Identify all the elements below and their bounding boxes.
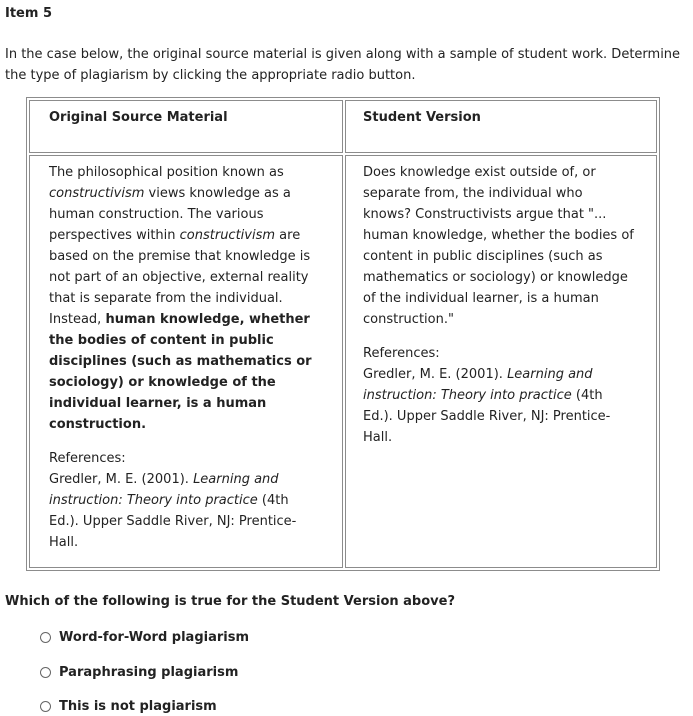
header-cell-student	[345, 100, 657, 153]
bold-text: disciplines (such as mathematics or	[49, 354, 312, 369]
text-line: of the individual learner, is a human	[363, 291, 599, 306]
student-version-text	[363, 162, 643, 330]
text-line: instruction: Theory into practice (4th	[363, 388, 603, 403]
text-line: knows? Constructivists argue that "...	[363, 207, 607, 222]
bold-text: construction.	[49, 417, 147, 432]
text-line: Hall.	[363, 430, 393, 445]
text-line: human knowledge, whether the bodies of	[363, 228, 634, 243]
text-line	[49, 393, 329, 414]
italic-text: constructivism	[179, 228, 276, 243]
text-line: instruction: Theory into practice (4th	[49, 493, 289, 508]
text-line: Does knowledge exist outside of, or	[363, 165, 596, 180]
student-version-cell	[345, 155, 657, 568]
italic-text: Learning and	[507, 367, 593, 382]
text-line: content in public disciplines (such as	[363, 249, 603, 264]
text-line: separate from, the individual who	[363, 186, 583, 201]
bold-text: the bodies of content in public	[49, 333, 274, 348]
student-references	[363, 343, 643, 448]
header-original-label: Original Source Material	[49, 110, 228, 125]
text-line: Ed.). Upper Saddle River, NJ: Prentice-	[49, 514, 297, 529]
bold-text: individual learner, is a human	[49, 396, 267, 411]
italic-text: instruction: Theory into practice	[363, 388, 572, 403]
text-line: Instead, human knowledge, whether	[49, 312, 310, 327]
student-reference-citation	[363, 364, 643, 448]
italic-text: constructivism	[49, 186, 145, 201]
text-line: construction."	[363, 312, 454, 327]
text-line	[49, 372, 329, 393]
radio-word-for-word[interactable]	[40, 632, 51, 643]
text-line	[49, 414, 329, 435]
text-line: based on the premise that knowledge is	[49, 249, 311, 264]
references-label: References:	[49, 451, 126, 466]
option-paraphrasing[interactable]	[40, 662, 238, 682]
question-text: Which of the following is true for the Student Version above?	[5, 594, 455, 609]
original-references	[49, 448, 329, 553]
text-line: human construction. The various	[49, 207, 264, 222]
option-label: Paraphrasing plagiarism	[59, 664, 239, 680]
header-student-label: Student Version	[363, 110, 481, 125]
text-line: mathematics or sociology) or knowledge	[363, 270, 628, 285]
references-label: References:	[363, 346, 440, 361]
option-label: This is not plagiarism	[59, 698, 217, 714]
text-line: Gredler, M. E. (2001). Learning and	[363, 367, 593, 382]
comparison-table	[26, 97, 660, 571]
text-line: perspectives within constructivism are	[49, 228, 301, 243]
original-source-cell	[29, 155, 343, 568]
text-line: constructivism views knowledge as a	[49, 186, 291, 201]
option-label: Word-for-Word plagiarism	[59, 629, 249, 645]
option-not-plagiarism[interactable]	[40, 696, 217, 716]
original-reference-citation	[49, 469, 329, 553]
header-cell-original	[29, 100, 343, 153]
text-line: The philosophical position known as	[49, 165, 284, 180]
italic-text: Learning and	[193, 472, 279, 487]
text-line: that is separate from the individual.	[49, 291, 283, 306]
item-title: Item 5	[5, 6, 52, 21]
italic-text: instruction: Theory into practice	[49, 493, 258, 508]
original-source-text	[49, 162, 329, 435]
bold-text: sociology) or knowledge of the	[49, 375, 276, 390]
instructions-text: In the case below, the original source material is given along with a sample of student work. Determine the type of plagiarism by clicking the appropriate radio button.	[5, 47, 681, 83]
text-line: Ed.). Upper Saddle River, NJ: Prentice-	[363, 409, 611, 424]
text-line: not part of an objective, external reality	[49, 270, 309, 285]
text-line	[49, 330, 329, 351]
text-line: Hall.	[49, 535, 79, 550]
text-line: Gredler, M. E. (2001). Learning and	[49, 472, 279, 487]
option-word-for-word[interactable]	[40, 627, 249, 647]
bold-text: human knowledge, whether	[105, 312, 310, 327]
radio-paraphrasing[interactable]	[40, 667, 51, 678]
text-line	[49, 351, 329, 372]
radio-not-plagiarism[interactable]	[40, 701, 51, 712]
